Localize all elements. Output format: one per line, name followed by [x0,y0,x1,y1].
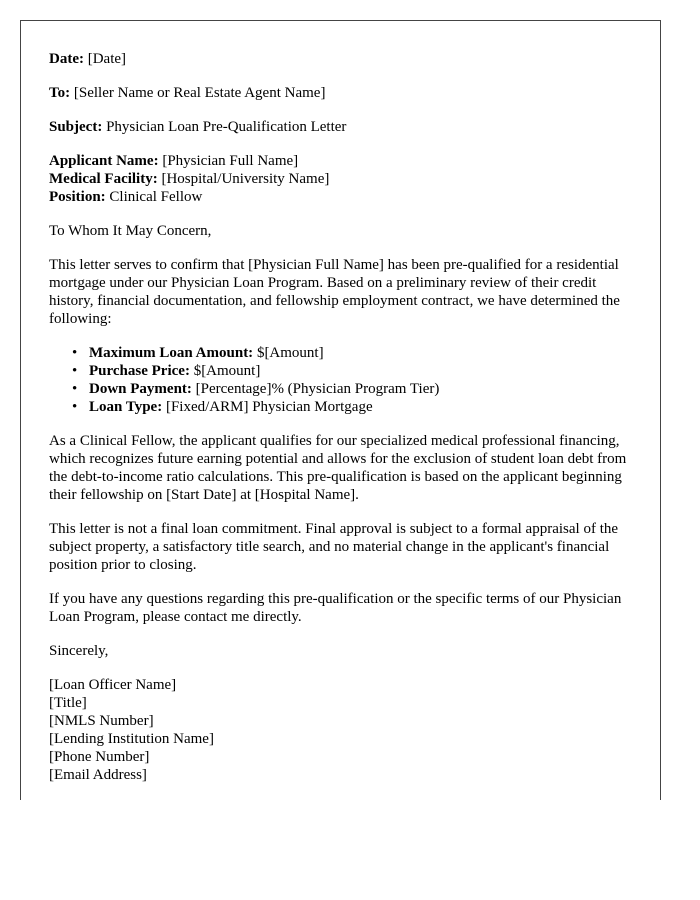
lending-institution-name: [Lending Institution Name] [49,731,214,747]
list-item [72,344,632,362]
position-value: Clinical Fellow [109,189,203,205]
applicant-name-line [49,152,632,170]
recipient-value: [Seller Name or Real Estate Agent Name] [73,85,326,101]
medical-facility-line [49,170,632,188]
term-label: Maximum Loan Amount: [89,345,254,361]
position-line [49,188,632,206]
applicant-name-label: Applicant Name: [49,153,159,169]
salutation: To Whom It May Concern, [49,223,212,239]
recipient-label: To: [49,85,71,101]
term-value: [Percentage]% (Physician Program Tier) [195,381,440,397]
list-item [72,380,632,398]
term-label: Down Payment: [89,381,192,397]
date-value: [Date] [87,51,127,67]
list-item [72,398,632,416]
loan-terms-list [49,344,632,416]
subject-label: Subject: [49,119,103,135]
contact-paragraph: If you have any questions regarding this pre-qualification or the specific terms of our Physician Loan Program, please contact me directly. [49,591,622,625]
loan-officer-name: [Loan Officer Name] [49,677,177,693]
bullet-icon: • [72,345,78,361]
list-item [72,362,632,380]
medical-facility-label: Medical Facility: [49,171,158,187]
date-line [49,50,632,68]
bullet-icon: • [72,363,78,379]
officer-title: [Title] [49,695,87,711]
subject-line [49,118,632,136]
bullet-icon: • [72,381,78,397]
phone-number: [Phone Number] [49,749,150,765]
signature-block [49,676,632,784]
date-label: Date: [49,51,84,67]
intro-paragraph: This letter serves to confirm that [Physician Full Name] has been pre-qualified for a residential mortgage under our Physician Loan Program. Based on a preliminary review of their credit history, financial documentation, and fellowship employment contract, we have determined the following: [49,257,620,327]
email-address: [Email Address] [49,767,147,783]
term-value: $[Amount] [256,345,324,361]
closing: Sincerely, [49,643,109,659]
term-value: $[Amount] [193,363,261,379]
term-value: [Fixed/ARM] Physician Mortgage [165,399,373,415]
disclaimer-paragraph: This letter is not a final loan commitment. Final approval is subject to a formal appraisal of the subject property, a satisfactory title search, and no material change in the applicant's financial position prior to closing. [49,521,619,573]
term-label: Purchase Price: [89,363,190,379]
pre-qualification-letter [20,20,661,800]
term-label: Loan Type: [89,399,163,415]
bullet-icon: • [72,399,78,415]
medical-facility-value: [Hospital/University Name] [161,171,330,187]
applicant-details [49,152,632,206]
fellow-paragraph: As a Clinical Fellow, the applicant qualifies for our specialized medical professional financing, which recognizes future earning potential and allows for the exclusion of student loan debt from the debt-to-income ratio calculations. This pre-qualification is based on the applicant beginning their fellowship on [Start Date] at [Hospital Name]. [49,433,627,503]
nmls-number: [NMLS Number] [49,713,154,729]
subject-value: Physician Loan Pre-Qualification Letter [106,119,347,135]
position-label: Position: [49,189,106,205]
recipient-line [49,84,632,102]
applicant-name-value: [Physician Full Name] [162,153,299,169]
